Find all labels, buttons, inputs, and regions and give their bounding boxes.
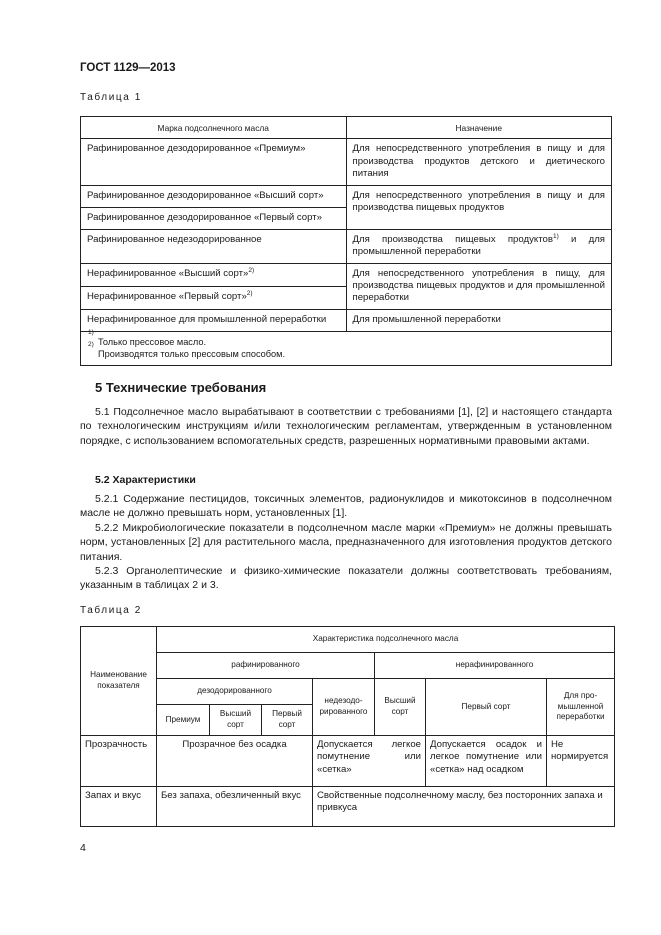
table2-caption: Таблица 2 <box>80 605 142 616</box>
table1-header-row <box>81 117 612 139</box>
table2 <box>80 626 615 827</box>
paragraph-5-2-3: 5.2.3 Органолептические и физико-химические показатели должны соответствовать требованиям, указанным в таблицах 2 и 3. <box>80 565 612 592</box>
indicator-name-cell: Запах и вкус <box>81 787 157 827</box>
purpose-cell: Для производства пищевых продуктов$^{1)}$ и для промышленной переработки <box>346 229 612 263</box>
value-cell: Допускается легкое помутнение или «сетка» <box>313 736 426 787</box>
table2-col-characteristic: Характеристика подсолнечного масла <box>157 627 615 653</box>
footnote-ref: 2) <box>246 289 253 297</box>
grade-cell: Рафинированное дезодорированное «Высший сорт» <box>81 185 347 207</box>
footnote: 1) Только прессовое масло. <box>88 328 207 347</box>
paragraph-5-2-2: 5.2.2 Микробиологические показатели в подсолнечном масле марки «Премиум» не должны превышать норм, установленных [2] для растительного масла, предназначенного для изготовления продуктов детского питания. <box>80 522 612 563</box>
purpose-cell: Для непосредственного употребления в пищу, для производства пищевых продуктов и для промышленной переработки <box>346 263 612 309</box>
purpose-cell: Для промышленной переработки <box>346 309 612 331</box>
table1 <box>80 116 612 366</box>
paragraph-5-1: 5.1 Подсолнечное масло вырабатывают в соответствии с требованиями [1], [2] и настоящего стандарта по технологическим инструкциям и/или технологическим регламентам, утвержденным в установленном порядке, с использованием вспомогательных средств, разрешенных нормативными правовыми актами. <box>80 406 612 447</box>
table1-caption: Таблица 1 <box>80 92 142 103</box>
table2-col-unrefined: нерафинированного <box>375 653 615 679</box>
table2-col-deodorized: дезодорированного <box>157 679 313 705</box>
subsection-heading: 5.2 Характеристики <box>95 474 196 486</box>
table2-col-unref-higher: Высший сорт <box>375 679 426 736</box>
document-code: ГОСТ 1129—2013 <box>80 62 176 74</box>
grade-cell: Рафинированное дезодорированное «Первый сорт» <box>81 207 347 229</box>
table2-col-industrial: Для про-мышленной переработки <box>547 679 615 736</box>
section-heading: 5 Технические требования <box>95 380 267 395</box>
grade-cell: Нерафинированное для промышленной переработки <box>81 309 347 331</box>
grade-cell: Нерафинированное «Первый сорт»$^{2)}$ <box>81 286 347 309</box>
footnote-ref: 2) <box>248 266 255 274</box>
value-cell: Свойственные подсолнечному маслу, без посторонних запаха и привкуса <box>313 787 615 827</box>
table-row <box>81 309 612 331</box>
value-cell: Прозрачное без осадка <box>157 736 313 787</box>
page-number: 4 <box>80 842 86 854</box>
table-row <box>81 263 612 286</box>
table2-header-row <box>81 627 615 653</box>
table2-col-name: Наименование показателя <box>81 627 157 736</box>
table1-footnotes <box>81 328 612 365</box>
value-cell: Допускается осадок и легкое помутнение или «сетка» над осадком <box>426 736 547 787</box>
table-row <box>81 139 612 185</box>
footnote: 2) Производятся только прессовым способом. <box>88 340 286 359</box>
grade-cell: Нерафинированное «Высший сорт»$^{2)}$ <box>81 263 347 286</box>
table1-footnotes-row <box>81 331 612 365</box>
value-cell: Не нормируется <box>547 736 615 787</box>
purpose-cell: Для непосредственного употребления в пищу и для производства пищевых продуктов <box>346 185 612 229</box>
footnote-ref: 1) <box>552 232 559 240</box>
table2-col-higher: Высший сорт <box>210 705 262 736</box>
table2-col-nondeodorized: недезодо-рированного <box>313 679 375 736</box>
table1-col-grade: Марка подсолнечного масла <box>81 117 347 139</box>
paragraph-5-2-1: 5.2.1 Содержание пестицидов, токсичных элементов, радионуклидов и микотоксинов в подсолнечном масле не должно превышать норм, установленных [1]. <box>80 493 612 520</box>
purpose-cell: Для непосредственного употребления в пищу и для производства продуктов детского и диетического питания <box>346 139 612 185</box>
value-cell: Без запаха, обезличенный вкус <box>157 787 313 827</box>
grade-cell: Рафинированное недезодорированное <box>81 229 347 263</box>
table2-col-premium: Премиум <box>157 705 210 736</box>
grade-cell: Рафинированное дезодорированное «Премиум» <box>81 139 347 185</box>
table-row <box>81 787 615 827</box>
table1-col-purpose: Назначение <box>346 117 612 139</box>
table-row <box>81 736 615 787</box>
table2-header-row <box>81 679 615 705</box>
table-row <box>81 229 612 263</box>
table-row <box>81 185 612 207</box>
table2-col-refined: рафинированного <box>157 653 375 679</box>
indicator-name-cell: Прозрачность <box>81 736 157 787</box>
table2-col-unref-first: Первый сорт <box>426 679 547 736</box>
table2-col-first: Первый сорт <box>262 705 313 736</box>
table2-header-row <box>81 653 615 679</box>
